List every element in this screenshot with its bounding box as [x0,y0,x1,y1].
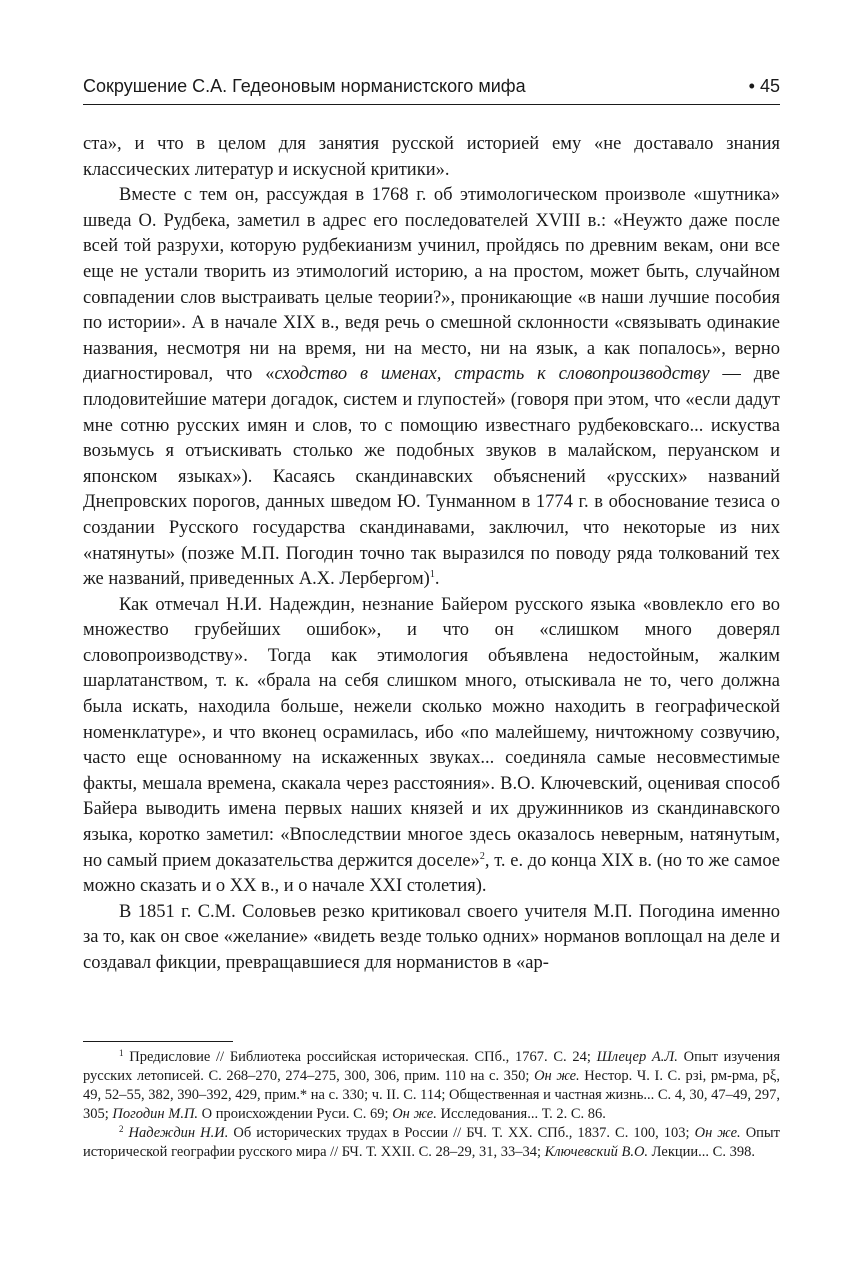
footnote-ref-2: 2 [479,850,485,862]
footnotes [83,1048,780,1162]
paragraph-4: В 1851 г. С.М. Соловьев резко критиковал своего учителя М.П. Погодина именно за то, как он свое «желание» «видеть везде только одних» норманов воплощал на деле и создавал фикции, превращавшиеся для норманистов в «ар- [83,901,780,973]
running-header [83,74,780,105]
italic-quote: сходство в именах, страсть к словопроизводству [274,364,710,385]
main-text [83,132,780,977]
paragraph-3: Как отмечал Н.И. Надеждин, незнание Байером русского языка «вовлекло его во множество грубейших ошибок», и что он «слишком много доверял словопроизводству». Тогда как этимология объявлена недостойным, жалким шарлатанством, т. к. «брала на себя слишком много, отыскивала не то, чего должна была искать, находила больше, нежели сколько можно находить в географической номенклатуре», и что вконец осрамилась, ибо «по малейшему, ничтожному созвучию, часто еще основанному на искаженных звуках... соединяла самые несовместимые факты, мешала времена, скакала через расстояния». В.О. Ключевский, оценивая способ Байера выводить имена первых наших князей и их дружинников из скандинавского языка, коротко заметил: «Впоследствии многое здесь оказалось неверным, натянутым, но самый прием доказательства держится доселе»$^2$, т. е. до конца XIX в. (но то же самое можно сказать и о XX в., и о начале XXI столетия). [83,594,780,897]
footnote-divider [83,1041,233,1042]
footnote-1: $^1$ Предисловие // Библиотека российская историческая. СПб., 1767. С. 24; Шлецер А.Л. Опыт изучения русских летописей. С. 268–270, 274–275, 300, 306, прим. 110 на с. 350; Он же. Нестор. Ч. I. С. рзі, рм-рма, рξ, 49, 52–55, 382, 390–392, 429, прим.* на с. 330; ч. II. С. 114; Общественная и частная жизнь... С. 4, 30, 47–49, 297, 305; Погодин М.П. О происхождении Руси. С. 69; Он же. Исследования... Т. 2. С. 86. [83,1048,781,1122]
paragraph-2: Вместе с тем он, рассуждая в 1768 г. об этимологическом произволе «шутника» шведа О. Рудбека, заметил в адрес его последователей XVIII в.: «Неужто даже после всей той разрухи, которую рудбекианизм учинил, пройдясь по древним векам, они все еще не устали творить из этимологий историю, а на простом, может быть, случайном совпадении слов выстраивать целые теории?», проникающие «в наши лучшие пособия по истории». А в начале XIX в., ведя речь о смешной склонности «связывать одинакие названия, несмотря ни на время, ни на место, ни на язык, а как попалось», верно диагностировал, что «сходство в именах, страсть к словопроизводству — две плодовитейшие матери догадок, систем и глупостей» (говоря при этом, что «если дадут мне сотню русских имян и слов, то с помощию известнаго рудбековскаго... искуства возьмусь я отъискивать столько же подобных звуков в малайском, перуанском и японском языках»). Касаясь скандинавских объяснений «русских» названий Днепровских порогов, данных шведом Ю. Тунманном в 1774 г. в обоснование тезиса о создании Русского государства скандинавами, заключил, что некоторые из них «натянуты» (позже М.П. Погодин точно так выразился по поводу ряда толкований тех же названий, приведенных А.Х. Лербергом)$^1$. [83,185,780,590]
running-title: Сокрушение С.А. Гедеоновым норманистского мифа [83,76,526,96]
paragraph-1: ста», и что в целом для занятия русской историей ему «не доставало знания классических литератур и искусной критики». [83,134,780,180]
footnote-2: $^2$ Надеждин Н.И. Об исторических трудах в России // БЧ. Т. XX. СПб., 1837. С. 100, 103; Он же. Опыт исторической географии русского мира // БЧ. Т. XXII. С. 28–29, 31, 33–34; Ключевский В.О. Лекции... С. 398. [83,1124,781,1160]
footnote-ref-1: 1 [429,569,435,581]
page-number: • 45 [748,76,780,96]
